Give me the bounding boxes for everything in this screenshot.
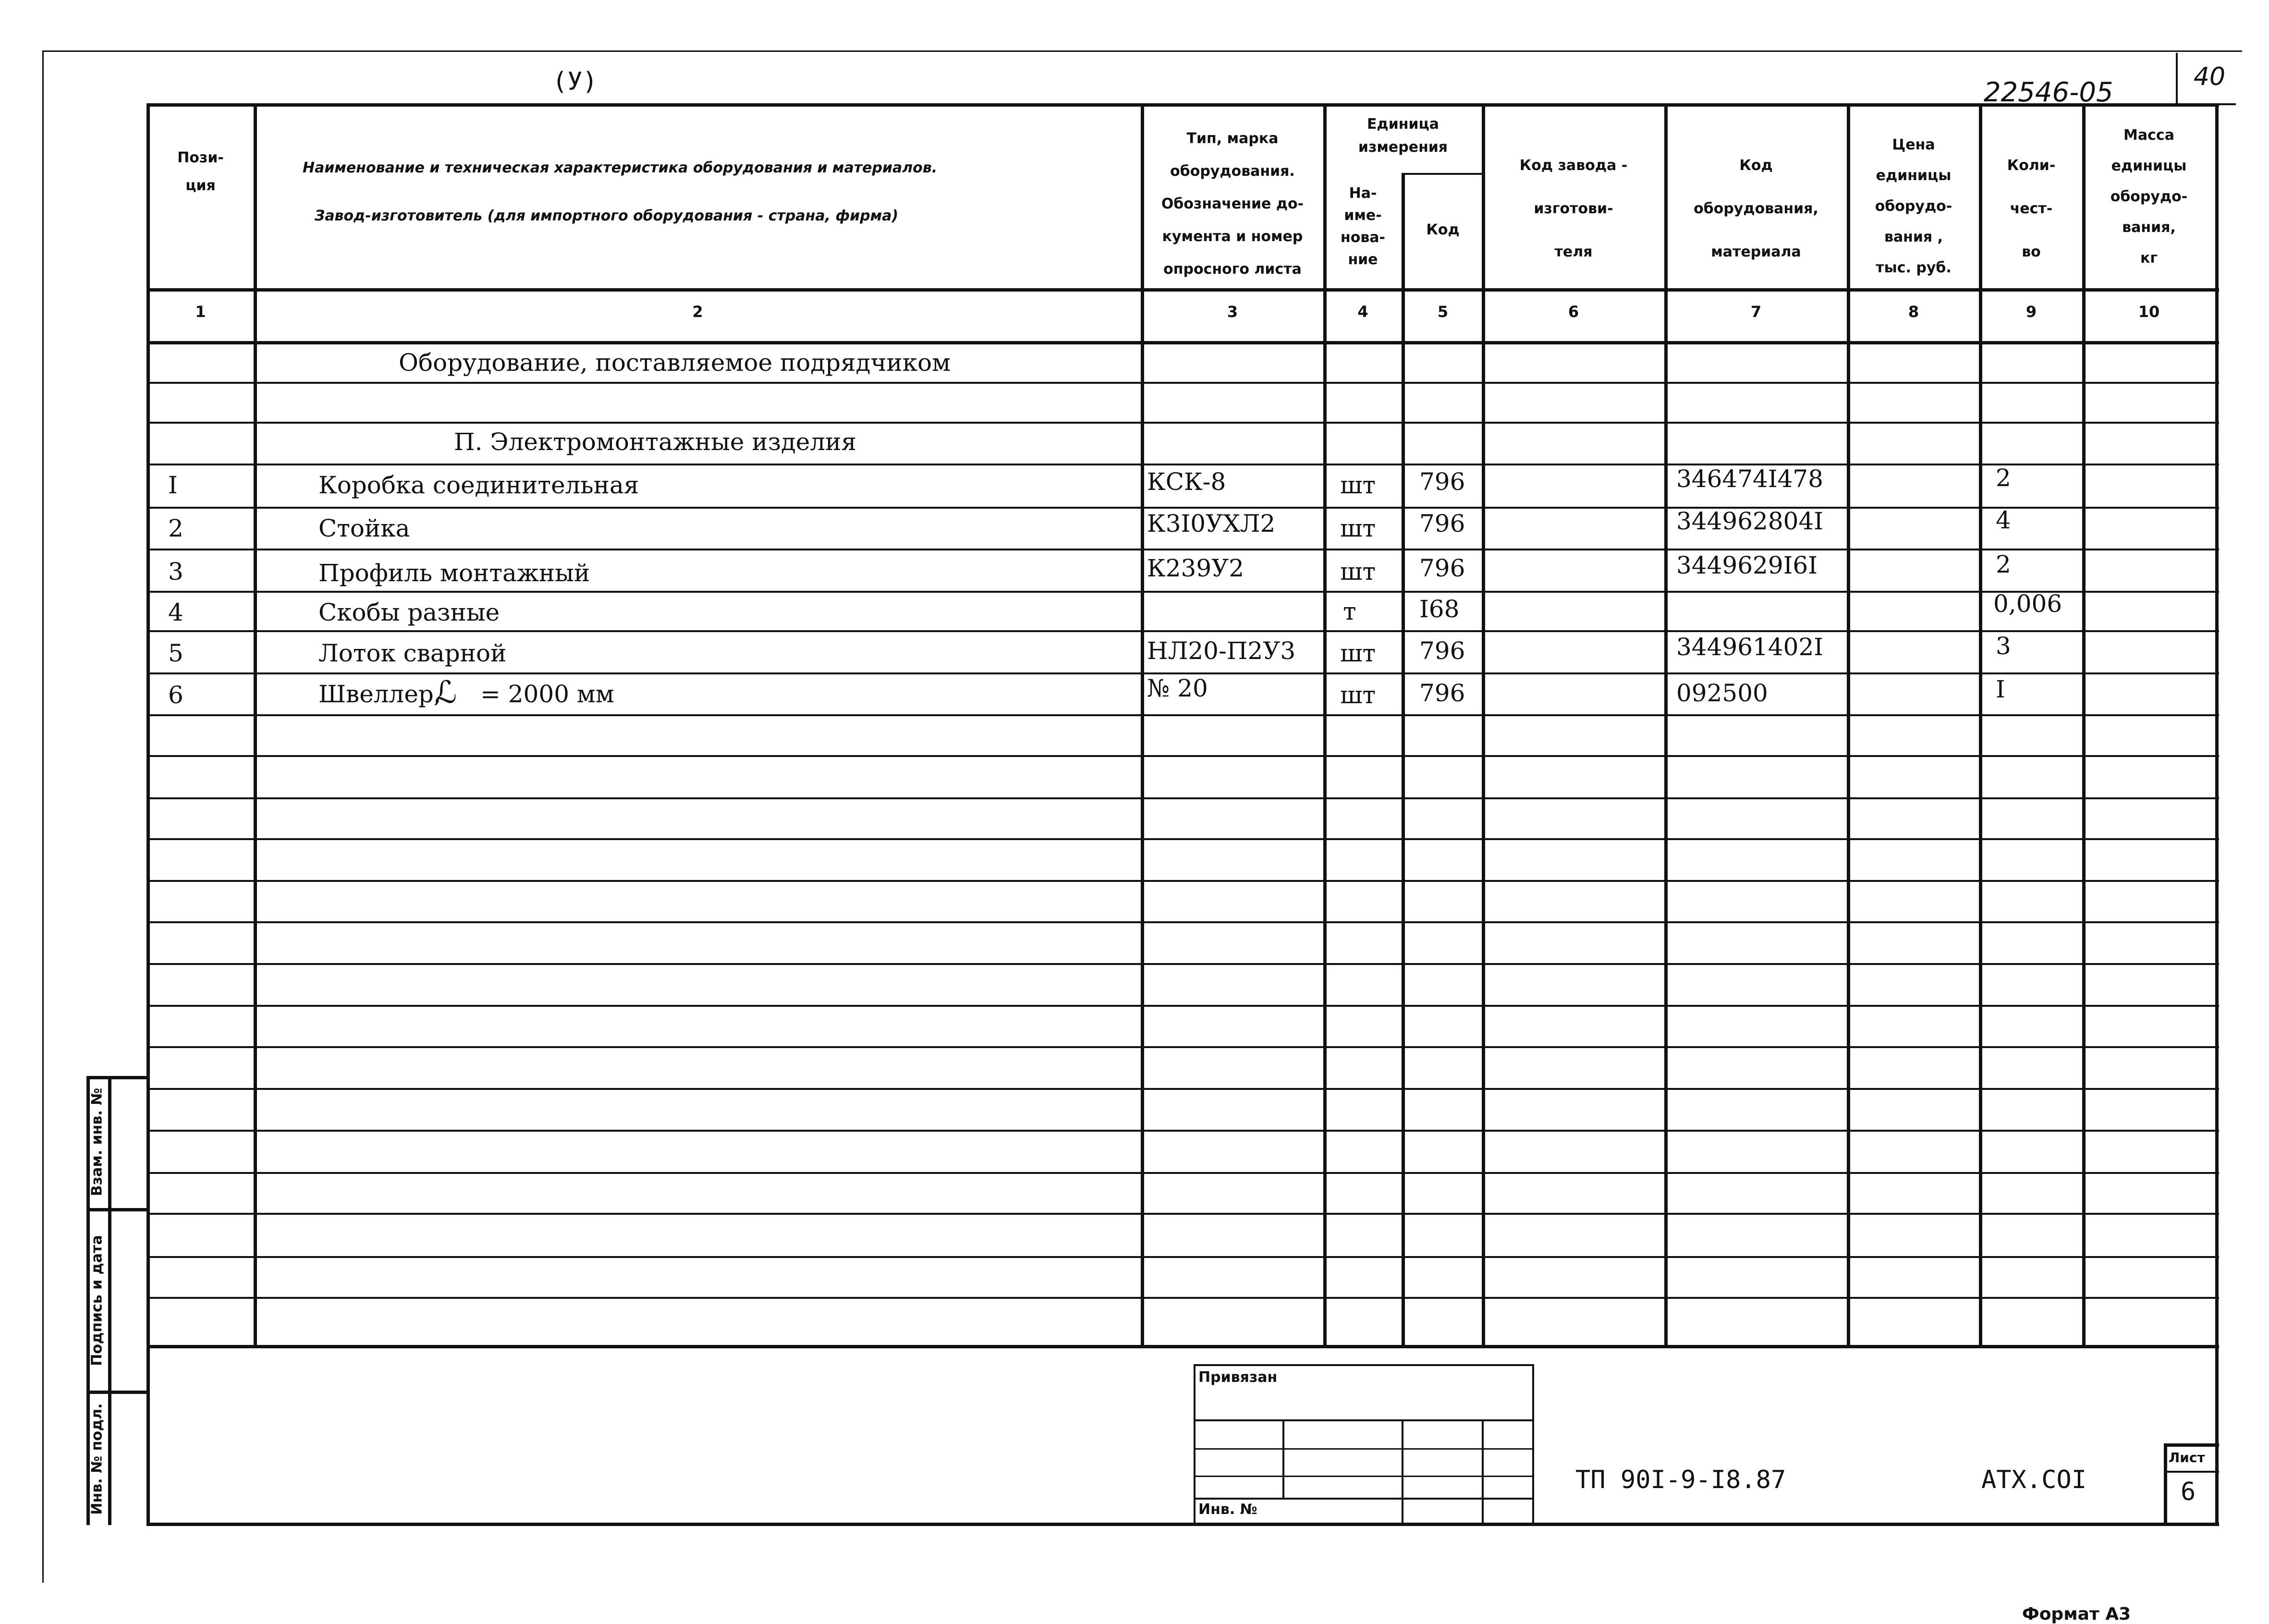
row-rule — [146, 1130, 2219, 1132]
row-type: К3I0УХЛ2 — [1147, 510, 1276, 537]
row-rule — [146, 797, 2219, 799]
row-unit: шт — [1340, 681, 1376, 709]
row-qty: 2 — [1996, 464, 2011, 492]
col-line-3 — [1323, 103, 1327, 1345]
list-box-left — [2164, 1443, 2167, 1525]
header-col2: Наименование и техническая характеристика оборудования и материалов. Завод-изготовитель (для импортного оборудования - страна, фирма) — [303, 159, 938, 224]
row-rule — [146, 382, 2219, 384]
header-col8: Цена единицы оборудо- вания , тыс. руб. — [1875, 136, 1952, 276]
row-name: Профиль монтажный — [318, 559, 590, 587]
row-pos: 5 — [168, 639, 183, 667]
header-col7: Код оборудования, материала — [1694, 157, 1818, 260]
row-unit: шт — [1340, 558, 1376, 586]
row-code: 3449629I6I — [1676, 551, 1818, 579]
stamp-inv-no: Инв. № — [1198, 1501, 1257, 1518]
stamp-right — [1532, 1364, 1534, 1525]
row-name: Лоток сварной — [318, 639, 507, 667]
row-rule — [146, 507, 2219, 509]
header-col4: На- име- нова- ние — [1340, 185, 1386, 268]
row-type: НЛ20-П2У3 — [1147, 637, 1296, 665]
stamp-v-2 — [1402, 1419, 1403, 1525]
row-rule — [146, 1297, 2219, 1299]
col-line-2 — [1141, 103, 1144, 1345]
row-pos: 3 — [168, 558, 183, 586]
row-unit: шт — [1340, 514, 1376, 542]
col-line-8 — [1979, 103, 1982, 1345]
header-col10: Масса единицы оборудо- вания, кг — [2110, 127, 2188, 267]
header-col9: Коли- чест- во — [2007, 157, 2056, 260]
row-qty: 0,006 — [1993, 590, 2062, 618]
row-rule — [146, 630, 2219, 632]
row-unit: шт — [1340, 471, 1376, 499]
row-rule — [146, 714, 2219, 716]
unit-group-divider — [1402, 173, 1482, 175]
header-col1: Пози- ция — [177, 149, 224, 194]
row-type: КСК-8 — [1147, 468, 1226, 496]
row-unit: шт — [1340, 639, 1376, 667]
page-box-left — [2176, 53, 2178, 103]
header-unit-group: Единица измерения — [1358, 116, 1448, 156]
colnum-2: 2 — [692, 303, 703, 321]
table-top — [146, 103, 2219, 107]
row-pos: I — [168, 471, 178, 499]
colnum-6: 6 — [1568, 303, 1579, 321]
length-symbol: ℒ — [435, 675, 457, 710]
row-rule — [146, 1256, 2219, 1258]
row-unit-code: 796 — [1419, 468, 1465, 496]
row-rule — [146, 921, 2219, 923]
row-rule — [146, 1005, 2219, 1007]
row-pos: 4 — [168, 598, 183, 626]
sidebar-mid-line — [108, 1076, 111, 1525]
row-unit: т — [1343, 598, 1356, 625]
row-name-formula: = 2000 мм — [480, 680, 614, 708]
stamp-v-1 — [1282, 1419, 1284, 1498]
list-box-divider — [2164, 1471, 2219, 1473]
header-bottom — [146, 288, 2219, 292]
row-rule — [146, 591, 2219, 593]
numbers-bottom — [146, 341, 2219, 344]
outer-frame-top — [42, 50, 2242, 52]
sidebar-podpis: Подпись и дата — [88, 1235, 106, 1366]
colnum-3: 3 — [1227, 303, 1238, 321]
row-pos: 2 — [168, 514, 183, 542]
row-rule — [146, 1088, 2219, 1090]
format-label: Формат А3 — [2022, 1604, 2131, 1624]
row-rule — [146, 880, 2219, 882]
row-type: № 20 — [1147, 674, 1208, 702]
row-rule — [146, 422, 2219, 424]
col-line-1 — [254, 103, 257, 1345]
sheet-code: АТХ.СОI — [1981, 1465, 2087, 1494]
col-line-4 — [1402, 173, 1405, 1345]
project-code: ТП 90I-9-I8.87 — [1575, 1465, 1786, 1494]
col-line-9 — [2082, 103, 2086, 1345]
row-qty: 4 — [1996, 506, 2011, 534]
row-name: Коробка соединительная — [318, 471, 639, 499]
colnum-5: 5 — [1437, 303, 1449, 321]
row-rule — [146, 1213, 2219, 1215]
row-type: К239У2 — [1147, 554, 1244, 582]
row-rule — [146, 838, 2219, 840]
row-name: Швеллер, — [318, 680, 441, 708]
col-line-5 — [1482, 103, 1485, 1345]
colnum-10: 10 — [2138, 303, 2160, 321]
row-unit-code: 796 — [1419, 554, 1465, 582]
outer-frame-left — [42, 50, 44, 1583]
row-code: 346474I478 — [1676, 465, 1824, 493]
row-rule — [146, 464, 2219, 465]
row-rule — [146, 1046, 2219, 1048]
row-unit-code: 796 — [1419, 637, 1465, 665]
row-code: 344962804I — [1676, 507, 1824, 535]
header-col5: Код — [1426, 221, 1460, 238]
stamp-top — [1194, 1364, 1532, 1366]
row-unit-code: 796 — [1419, 679, 1465, 707]
stamp-v-3 — [1482, 1419, 1484, 1525]
row-rule — [146, 549, 2219, 550]
col-line-10 — [2215, 103, 2219, 1525]
row-name: Стойка — [318, 514, 410, 542]
sidebar-inv: Инв. № подл. — [88, 1403, 106, 1515]
top-mark: (У) — [552, 67, 598, 96]
colnum-9: 9 — [2025, 303, 2037, 321]
row-rule — [146, 755, 2219, 757]
doc-number: 22546-05 — [1984, 77, 2113, 108]
table-bottom — [146, 1345, 2219, 1348]
row-unit-code: 796 — [1419, 510, 1465, 537]
row-pos: 6 — [168, 681, 183, 709]
section-title: Оборудование, поставляемое подрядчиком — [399, 349, 951, 377]
list-label: Лист — [2169, 1450, 2205, 1465]
row-qty: 3 — [1996, 632, 2011, 660]
subsection-title: П. Электромонтажные изделия — [454, 428, 857, 456]
stamp-privyazan: Привязан — [1198, 1369, 1278, 1386]
row-qty: I — [1996, 675, 2005, 703]
page-number: 40 — [2193, 62, 2226, 91]
row-code: 092500 — [1676, 679, 1768, 707]
row-unit-code: I68 — [1419, 595, 1460, 623]
list-box-top — [2164, 1443, 2219, 1447]
colnum-8: 8 — [1908, 303, 1919, 321]
row-qty: 2 — [1996, 550, 2011, 578]
row-rule — [146, 1172, 2219, 1174]
sidebar-vzam: Взам. инв. № — [88, 1087, 106, 1197]
row-name: Скобы разные — [318, 598, 500, 626]
list-value: 6 — [2181, 1477, 2196, 1506]
stamp-left — [1194, 1364, 1195, 1525]
col-line-7 — [1847, 103, 1850, 1345]
row-rule — [146, 963, 2219, 965]
sheet-bottom — [146, 1523, 2219, 1526]
colnum-4: 4 — [1357, 303, 1368, 321]
header-col6: Код завода - изготови- теля — [1519, 157, 1628, 260]
colnum-1: 1 — [195, 303, 206, 321]
row-code: 344961402I — [1676, 633, 1824, 661]
colnum-7: 7 — [1750, 303, 1762, 321]
header-col3: Тип, марка оборудования. Обозначение до- кумента и номер опросного листа — [1161, 130, 1304, 278]
col-line-6 — [1664, 103, 1668, 1345]
